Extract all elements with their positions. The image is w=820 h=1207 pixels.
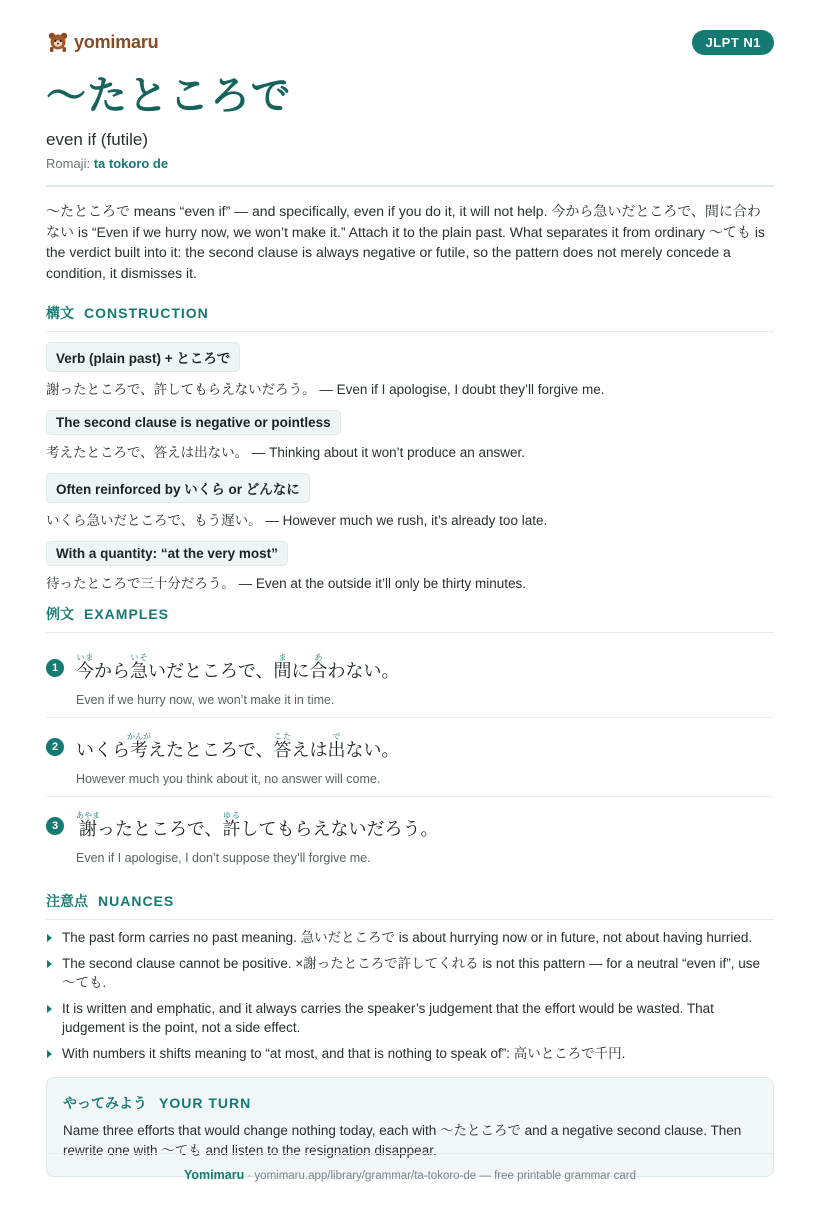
- sentence-text: えたところで、: [148, 740, 274, 761]
- sentence-text: いだところで、: [148, 661, 274, 682]
- furigana-reading: いそ: [130, 653, 148, 662]
- example-number: 2: [46, 738, 64, 756]
- nuance-item: [46, 999, 774, 1038]
- construction-example: 謝ったところで、許してもらえないだろう。 — Even if I apologise, I doubt they’ll forgive me.: [46, 382, 605, 397]
- furigana-reading: あやま: [76, 811, 100, 820]
- divider: [46, 185, 774, 187]
- examples-heading-en: EXAMPLES: [84, 606, 170, 622]
- construction-example: 考えたところで、答えは出ない。 — Thinking about it won’t produce an answer.: [46, 445, 526, 460]
- nuance-text: With numbers it shifts meaning to “at most, and that is nothing to speak of”: 高いところで千円.: [62, 1045, 626, 1061]
- bullet-triangle-icon: [47, 960, 52, 968]
- header: [46, 28, 774, 58]
- romaji-value: ta tokoro de: [93, 156, 169, 171]
- sentence-text: ない。: [345, 740, 400, 761]
- construction-pattern: Often reinforced by いくら or どんなに: [46, 473, 310, 503]
- construction-example: 待ったところで三十分だろう。 — Even at the outside it’ll only be thirty minutes.: [46, 576, 527, 591]
- grammar-card: [46, 28, 774, 1177]
- your-turn-heading-en: YOUR TURN: [159, 1095, 252, 1111]
- furigana-word: 出で: [327, 732, 346, 761]
- example-translation: Even if I apologise, I don’t suppose they’ll forgive me.: [76, 851, 371, 865]
- construction-example: いくら急いだところで、もう遅い。 — However much we rush, it’s already too late.: [46, 513, 548, 528]
- nuances-heading-en: NUANCES: [98, 893, 175, 909]
- footer-brand[interactable]: Yomimaru: [184, 1168, 245, 1182]
- bullet-triangle-icon: [47, 934, 52, 942]
- furigana-word: 間ま: [273, 653, 292, 682]
- furigana-reading: こた: [273, 732, 292, 741]
- construction-item: [46, 410, 774, 461]
- construction-heading: [46, 303, 774, 332]
- construction-heading-en: CONSTRUCTION: [84, 305, 209, 321]
- example-sentence-jp: [76, 653, 399, 687]
- examples-heading-jp: 例文: [46, 607, 74, 623]
- nuance-item: [46, 954, 774, 993]
- tanuki-mascot-icon: [46, 30, 70, 54]
- jlpt-level-badge: JLPT N1: [692, 30, 774, 55]
- sentence-text: えは: [291, 740, 328, 761]
- nuances-heading-jp: 注意点: [46, 894, 88, 910]
- subtitle: even if (futile): [46, 130, 149, 149]
- furigana-reading: あ: [309, 653, 328, 662]
- example-body: [76, 653, 399, 707]
- your-turn-heading-jp: やってみよう: [63, 1096, 147, 1112]
- furigana-word: 謝あやま: [76, 811, 100, 840]
- sentence-text: に: [291, 661, 310, 682]
- example-item: [46, 797, 774, 875]
- nuance-item: [46, 928, 774, 948]
- examples-heading: [46, 604, 774, 633]
- your-turn-text: Name three efforts that would change nothing today, each with 〜たところで and a negative second clause. Then rewrite one with 〜ても and listen to the resignation disappear.: [63, 1123, 742, 1158]
- furigana-reading: ま: [273, 653, 292, 662]
- furigana-word: 合あ: [309, 653, 328, 682]
- sentence-text: ったところで、: [97, 819, 223, 840]
- romaji-label: Romaji:: [46, 156, 91, 171]
- examples-list: [46, 639, 774, 875]
- your-turn-heading: [63, 1093, 757, 1113]
- nuance-text: The past form carries no past meaning. 急いだところで is about hurrying now or in future, not about having hurried.: [62, 930, 753, 945]
- romaji-line: [46, 156, 774, 171]
- example-body: [76, 732, 399, 786]
- construction-item: [46, 342, 774, 398]
- sentence-text: わない。: [327, 661, 400, 682]
- construction-pattern: The second clause is negative or pointless: [46, 410, 341, 435]
- bullet-triangle-icon: [47, 1005, 52, 1013]
- footer-text: · yomimaru.app/library/grammar/ta-tokoro-de — free printable grammar card: [244, 1170, 636, 1182]
- furigana-word: 答こた: [273, 732, 292, 761]
- brand-name: yomimaru: [74, 31, 159, 52]
- example-item: [46, 639, 774, 718]
- example-sentence-jp: [76, 732, 399, 766]
- example-sentence-jp: [76, 811, 438, 845]
- construction-item: [46, 541, 774, 592]
- furigana-reading: で: [327, 732, 346, 741]
- construction-pattern: With a quantity: “at the very most”: [46, 541, 288, 566]
- brand-logo[interactable]: [46, 30, 158, 54]
- nuance-text: It is written and emphatic, and it always carries the speaker’s judgement that the effort would be wasted. That judgement is the point, not a side effect.: [62, 1000, 714, 1035]
- example-number: 3: [46, 817, 64, 835]
- furigana-reading: ゆる: [222, 811, 241, 820]
- sentence-text: してもらえないだろう。: [240, 819, 439, 840]
- furigana-word: 今いま: [76, 653, 94, 682]
- construction-list: [46, 342, 774, 592]
- example-item: [46, 718, 774, 797]
- nuances-list: [46, 928, 774, 1063]
- nuances-heading: [46, 891, 774, 920]
- page-title: 〜たところで: [46, 73, 292, 119]
- bullet-triangle-icon: [47, 1050, 52, 1058]
- footer: [46, 1153, 774, 1182]
- example-translation: Even if we hurry now, we won’t make it in time.: [76, 693, 335, 707]
- intro-paragraph: 〜たところで means “even if” — and specifically, even if you do it, it will not help. 今から急いだところで、間に合わない is “Even if we hurry now, we won’t make it.” Attach it to the plain past. What separates it from ordinary 〜ても is the verdict built into it: the second clause is always negative or futile, so the pattern does not merely concede a condition, it dismisses it.: [46, 203, 765, 281]
- nuance-text: The second clause cannot be positive. ×謝ったところで許してくれる is not this pattern — for a neutral “even if”, use 〜ても.: [62, 955, 761, 990]
- example-number: 1: [46, 659, 64, 677]
- sentence-text: から: [94, 661, 130, 682]
- example-translation: However much you think about it, no answer will come.: [76, 772, 381, 786]
- furigana-word: 考かんが: [127, 732, 151, 761]
- furigana-word: 許ゆる: [222, 811, 241, 840]
- construction-pattern: Verb (plain past) + ところで: [46, 342, 240, 372]
- example-body: [76, 811, 438, 865]
- furigana-reading: いま: [76, 653, 94, 662]
- furigana-word: 急いそ: [130, 653, 148, 682]
- construction-item: [46, 473, 774, 529]
- construction-heading-jp: 構文: [46, 306, 74, 322]
- sentence-text: いくら: [76, 740, 130, 761]
- nuance-item: [46, 1044, 774, 1064]
- furigana-reading: かんが: [127, 732, 151, 741]
